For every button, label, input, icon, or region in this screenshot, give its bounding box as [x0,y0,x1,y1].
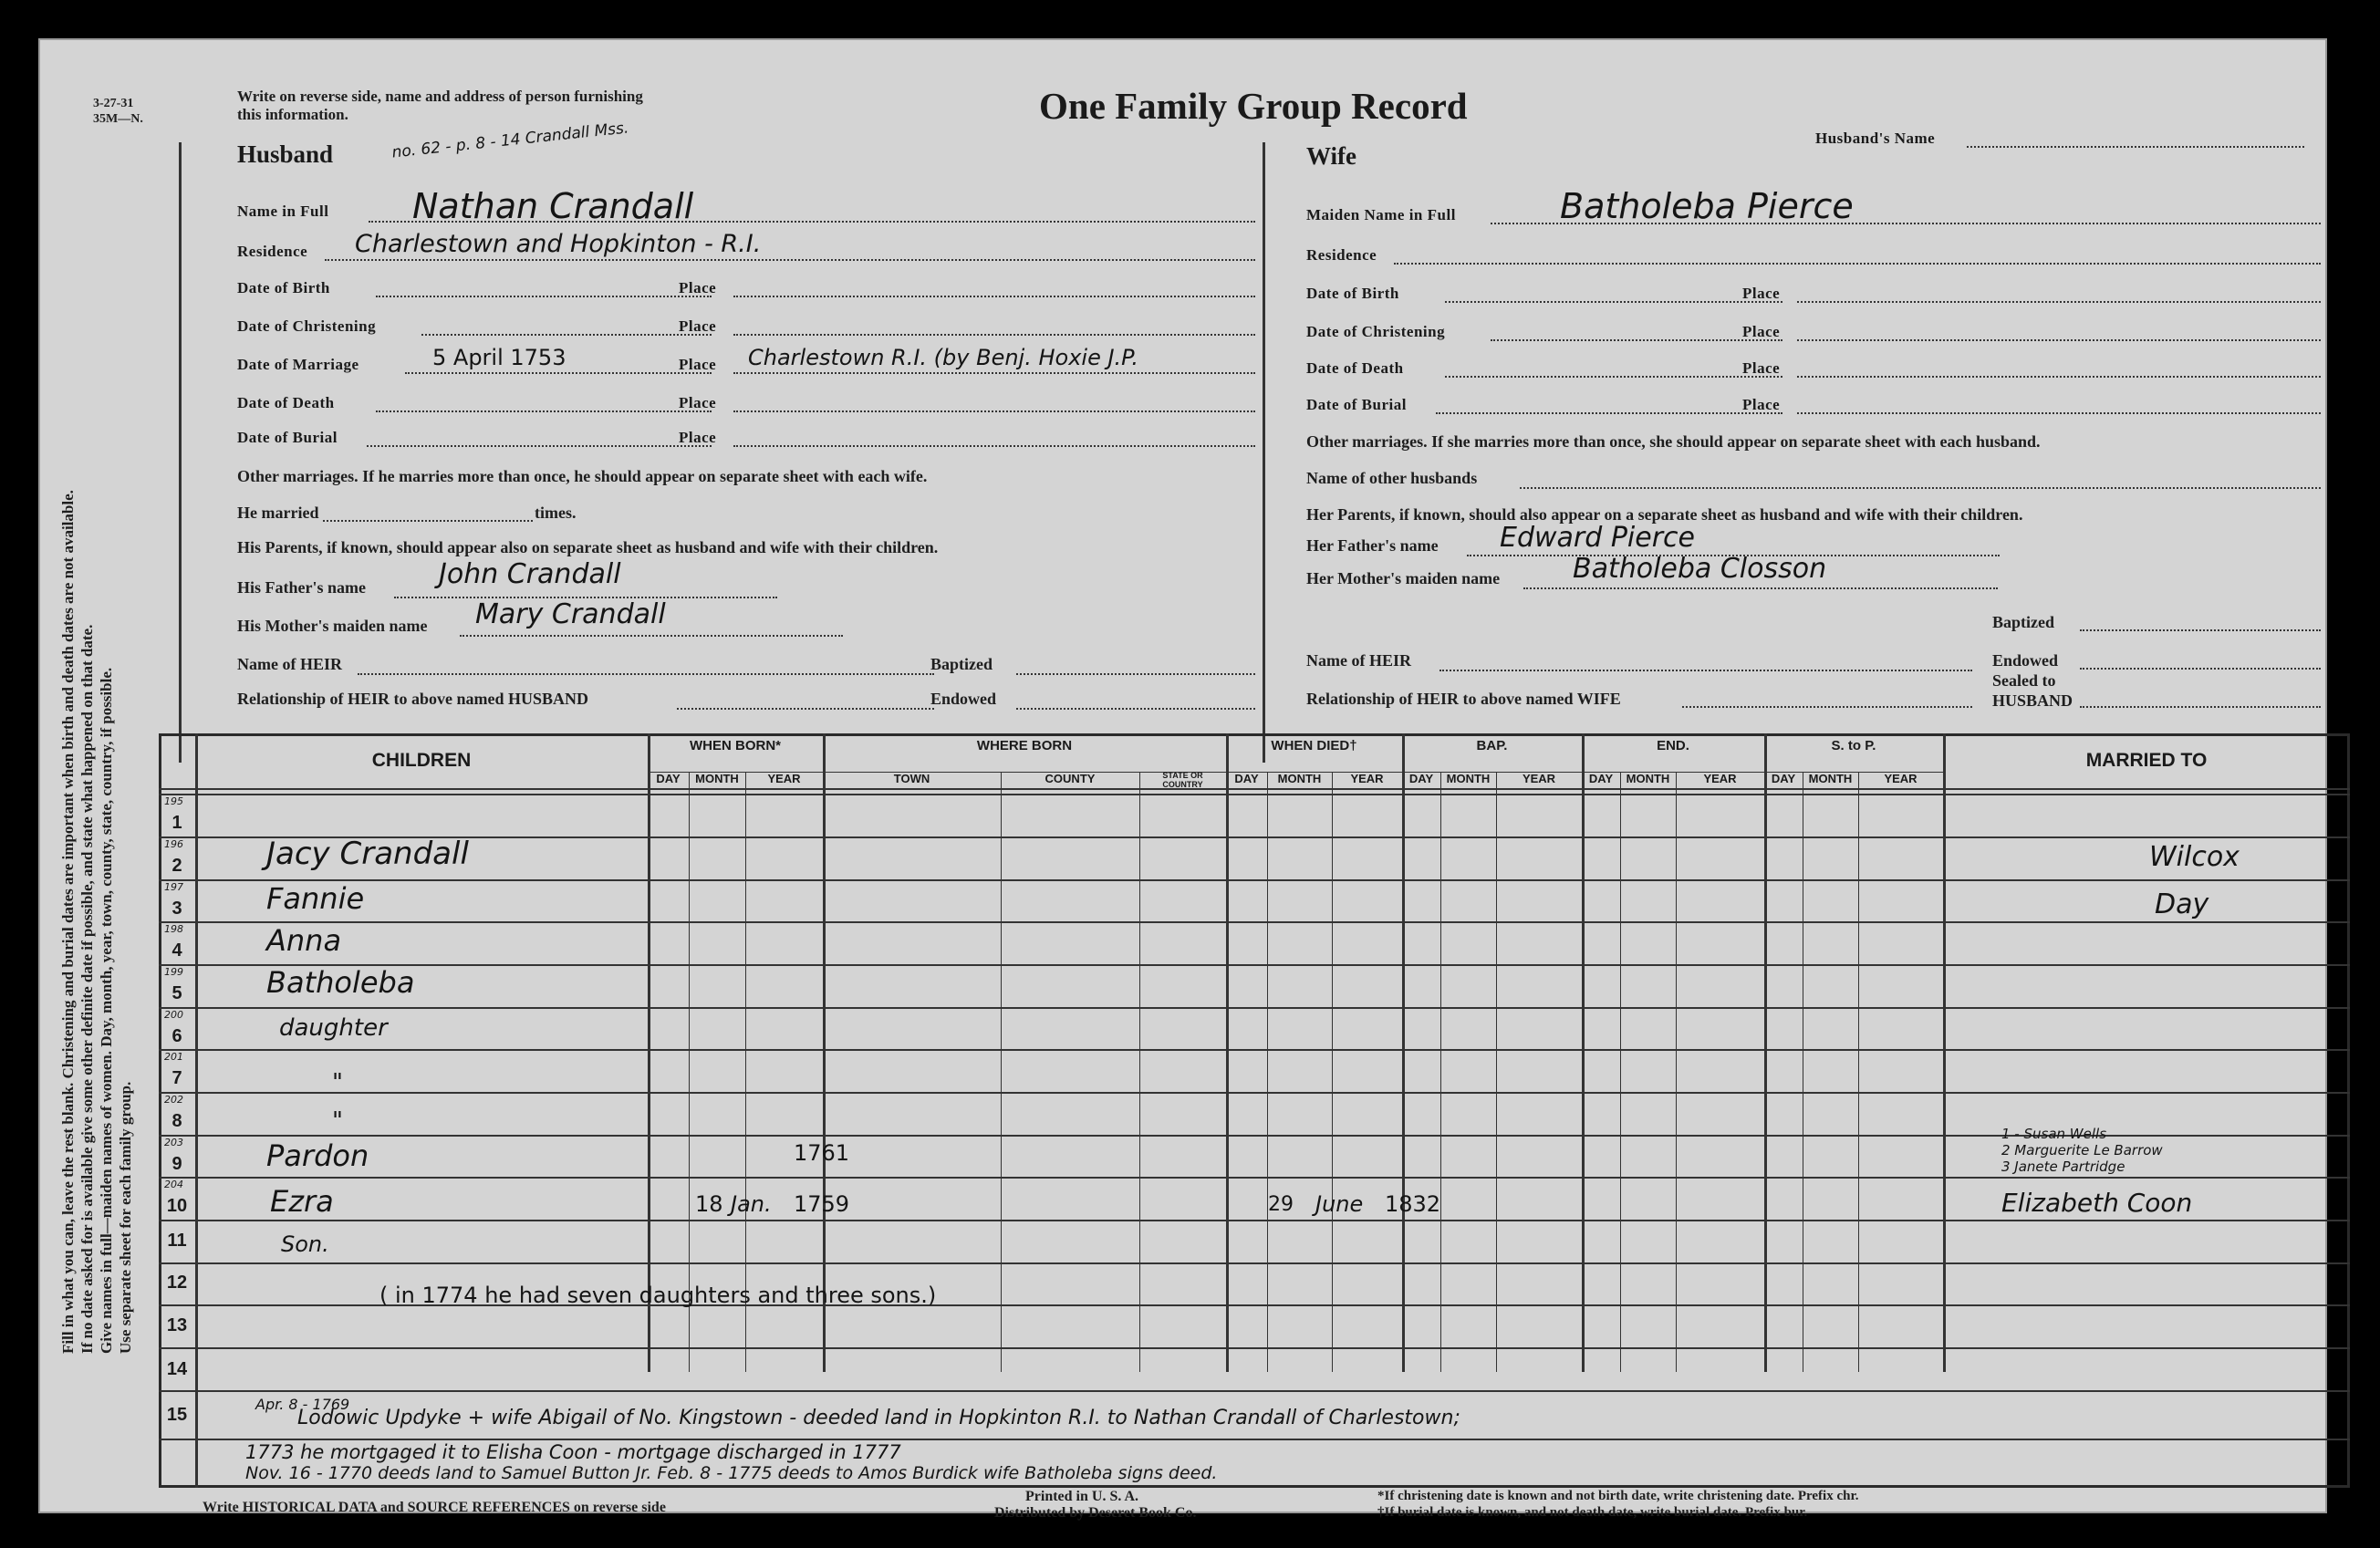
side-note-line: Use separate sheet for each family group. [117,1081,134,1354]
husband-marriage-label: Date of Marriage [237,356,359,373]
husband-birth-place-line [733,296,1255,297]
center-divider [1263,142,1265,763]
wife-heir-label: Name of HEIR [1306,651,1411,670]
children-header: CHILDREN [371,750,472,771]
wife-death-label: Date of Death [1306,359,1404,377]
husband-burial-label: Date of Burial [237,429,338,446]
side-note-line: Give names in full—maiden names of women. Day, month, year, town, county, state, country, if possible. [98,667,115,1354]
husband-he-married-label: He married [237,504,319,522]
col-line [1858,772,1859,1372]
wife-name-value: Batholeba Pierce [1560,186,1854,226]
husband-christening-place-label: Place [679,317,717,335]
wife-heir-line [1439,670,1972,671]
wife-heir-rel-label: Relationship of HEIR to above named WIFE [1306,690,1621,708]
husband-residence-value: Charlestown and Hopkinton - R.I. [355,230,762,258]
husband-birth-place-label: Place [679,279,717,296]
wife-section-label: Wife [1306,142,1356,170]
row-number: 1 [171,813,182,833]
record-card [38,38,2327,1521]
row-stamp: 198 [164,923,183,935]
born-month-sub: MONTH [695,772,739,785]
footer-printed: Printed in U. S. A. [1025,1489,1139,1504]
husband-father-label: His Father's name [237,578,366,597]
child-name: " [332,1107,343,1135]
col-line [1620,772,1621,1372]
wife-birth-label: Date of Birth [1306,285,1399,302]
end-header: END. [1657,738,1689,753]
husband-name-value: Nathan Crandall [412,186,694,226]
married-to-value: 1 - Susan Wells [2001,1126,2107,1142]
died-year: 1832 [1385,1191,1441,1217]
wife-sealed-label-1: Sealed to [1992,671,2056,690]
wife-residence-line [1394,263,2321,265]
husband-christening-line [421,334,712,336]
child-name: Son. [281,1231,329,1257]
row-stamp: 199 [164,966,183,978]
husband-ref-note: no. 62 - p. 8 - 14 Crandall Mss. [390,119,630,162]
husband-times-label: times. [535,504,577,522]
col-line [195,733,198,1488]
col-line [1332,772,1333,1372]
col-line [1764,733,1767,1372]
husband-christening-label: Date of Christening [237,317,377,335]
husband-father-value: John Crandall [439,558,621,590]
husband-heir-rel-label: Relationship of HEIR to above named HUSBAND [237,690,589,708]
row-stamp: 201 [164,1051,183,1063]
row-stamp: 202 [164,1094,183,1106]
row-number: 15 [166,1405,188,1425]
row-line [159,1177,2350,1179]
child-name: Ezra [270,1184,334,1219]
row-line [159,879,2350,881]
born-month: Jan. [731,1191,772,1217]
husband-death-line [376,410,712,412]
col-line [648,733,650,1372]
wife-burial-place-label: Place [1742,396,1781,413]
wife-mother-label: Her Mother's maiden name [1306,569,1501,587]
form-code-1: 3-27-31 [93,97,134,110]
row-number: 2 [171,856,182,876]
row-note: 1773 he mortgaged it to Elisha Coon - mortgage discharged in 1777 [245,1441,901,1463]
row-line [159,1049,2350,1051]
state-sub [1139,771,1226,789]
died-day-sub: DAY [1234,772,1259,785]
row-note-date: Apr. 8 - 1769 [255,1396,350,1413]
county-sub: COUNTY [1044,772,1096,785]
col-line [823,733,826,1372]
col-line [1440,772,1441,1372]
born-day-sub: DAY [656,772,681,785]
side-note-line: Fill in what you can, leave the rest blank. Christening and burial dates are important when birth and death dates are not available. [59,490,77,1354]
where-born-header: WHERE BORN [976,738,1073,753]
wife-residence-label: Residence [1306,246,1377,264]
child-name: daughter [279,1014,388,1042]
husband-birth-line [376,296,712,297]
row-number: 7 [171,1068,182,1088]
footer-left: Write HISTORICAL DATA and SOURCE REFERENCES on reverse side [203,1500,666,1515]
husband-marriage-place-label: Place [679,356,717,373]
bap-month-sub: MONTH [1446,772,1491,785]
husband-burial-place-line [733,445,1255,447]
table-border [159,733,2350,1488]
wife-sealed-label-2: HUSBAND [1992,691,2073,710]
wife-endowed-line [2080,668,2321,670]
row-line [159,964,2350,966]
row-line [159,1262,2350,1264]
born-year: 1759 [794,1191,850,1217]
married-to-header: MARRIED TO [2085,750,2208,771]
end-day-sub: DAY [1588,772,1614,785]
husband-burial-line [367,445,712,447]
husband-death-label: Date of Death [237,394,335,411]
wife-endowed-label: Endowed [1992,651,2059,670]
married-to-value: Day [2155,888,2209,920]
born-year: 1761 [794,1140,850,1166]
husband-he-married-line [323,520,533,522]
row-line [159,836,2350,838]
husband-marriage-place-line [733,372,1255,374]
wife-name-label: Maiden Name in Full [1306,206,1456,223]
born-day: 18 [695,1191,723,1217]
wife-baptized-label: Baptized [1992,613,2055,631]
husband-mother-label: His Mother's maiden name [237,617,428,635]
row-line [159,1007,2350,1009]
header-divider [159,788,2350,790]
wife-birth-place-line [1797,301,2321,303]
stop-day-sub: DAY [1771,772,1796,785]
wife-mother-value: Batholeba Closson [1573,553,1827,585]
husband-endowed-line [1016,708,1255,710]
husband-residence-label: Residence [237,243,308,260]
col-line [1676,772,1677,1372]
end-year-sub: YEAR [1703,772,1737,785]
wife-father-value: Edward Pierce [1500,522,1695,554]
row-note: ( in 1774 he had seven daughters and three sons.) [379,1283,937,1308]
header-divider [159,794,2350,795]
wife-christening-place-label: Place [1742,323,1781,340]
town-sub: TOWN [893,772,930,785]
wife-birth-line [1445,301,1782,303]
died-day: 29 [1268,1193,1294,1216]
row-line [159,1390,2350,1392]
married-to-value: Elizabeth Coon [2001,1188,2193,1218]
wife-death-place-line [1797,376,2321,378]
married-to-value: 3 Janete Partridge [2001,1158,2125,1175]
died-month-sub: MONTH [1277,772,1322,785]
husband-endowed-label: Endowed [930,690,997,708]
husband-residence-line [325,259,1255,261]
row-number: 13 [166,1315,188,1335]
husband-death-place-label: Place [679,394,717,411]
wife-christening-line [1491,339,1782,341]
child-name: Pardon [266,1138,369,1173]
died-year-sub: YEAR [1350,772,1384,785]
row-number: 6 [171,1026,182,1046]
col-line [1582,733,1585,1372]
col-line [1496,772,1497,1372]
wife-other-marriages-note: Other marriages. If she marries more than once, she should appear on separate sheet with each husband. [1306,432,2041,451]
row-number: 11 [167,1231,187,1251]
footer-distributed: Distributed by Deseret Book Co. [994,1505,1197,1521]
row-line [159,1092,2350,1094]
wife-other-husbands-line [1520,487,2321,489]
row-number: 9 [171,1154,182,1174]
died-month: June [1315,1191,1364,1217]
bap-year-sub: YEAR [1522,772,1556,785]
row-line [159,1220,2350,1221]
child-name: Jacy Crandall [266,836,469,872]
wife-death-place-label: Place [1742,359,1781,377]
child-name: Batholeba [266,965,415,1000]
husband-marriage-place: Charlestown R.I. (by Benj. Hoxie J.P. [748,345,1138,370]
reverse-note-1: Write on reverse side, name and address of person furnishing [237,88,643,105]
wife-burial-place-line [1797,412,2321,414]
row-number: 12 [166,1273,188,1293]
wife-other-husbands-label: Name of other husbands [1306,469,1478,487]
left-bracket [179,142,182,763]
husbands-name-line [1967,146,2304,148]
end-month-sub: MONTH [1626,772,1670,785]
child-name: Fannie [266,881,365,916]
wife-parents-note: Her Parents, if known, should also appear on a separate sheet as husband and wife with their children. [1306,505,2023,524]
row-note: Nov. 16 - 1770 deeds land to Samuel Button Jr. Feb. 8 - 1775 deeds to Amos Burdick wife Batholeba signs deed. [245,1463,1218,1483]
col-line [1139,772,1140,1372]
husband-other-marriages-note: Other marriages. If he marries more than once, he should appear on separate sheet with each wife. [237,467,928,485]
wife-death-line [1445,376,1782,378]
row-stamp: 200 [164,1009,183,1021]
row-line [159,1439,2350,1440]
row-stamp: 195 [164,795,183,807]
row-number: 4 [171,940,182,961]
husband-death-place-line [733,410,1255,412]
side-note-line: If no date asked for is available give some other definite date if possible, and state what happened on that date. [78,624,96,1354]
husband-burial-place-label: Place [679,429,717,446]
husbands-name-label: Husband's Name [1815,130,1936,147]
husband-marriage-date: 5 April 1753 [432,345,566,370]
bap-header: BAP. [1476,738,1508,753]
col-line [1402,733,1405,1372]
husband-baptized-label: Baptized [930,655,993,673]
wife-heir-rel-line [1682,706,1972,708]
state-sub-line: COUNTRY [1162,780,1203,789]
wife-birth-place-label: Place [1742,285,1781,302]
when-died-header: WHEN DIED† [1271,738,1357,753]
reverse-note-2: this information. [237,106,348,123]
wife-christening-label: Date of Christening [1306,323,1446,340]
form-code-2: 35M—N. [93,112,143,126]
child-name: " [332,1069,343,1096]
husband-baptized-line [1016,673,1255,675]
row-stamp: 197 [164,881,183,893]
state-sub-line: STATE OR [1162,771,1203,780]
row-number: 14 [166,1359,188,1379]
wife-burial-line [1436,412,1782,414]
husband-parents-note: His Parents, if known, should appear also on separate sheet as husband and wife with their children. [237,538,939,556]
wife-mother-line [1523,587,1998,589]
bap-day-sub: DAY [1408,772,1434,785]
husband-heir-line [358,673,934,675]
stop-header: S. to P. [1831,738,1876,753]
row-stamp: 204 [164,1179,183,1190]
col-line [1943,733,1946,1372]
husband-section-label: Husband [237,140,334,168]
row-number: 5 [171,983,182,1003]
wife-sealed-line [2080,706,2321,708]
wife-christening-place-line [1797,339,2321,341]
husband-christening-place-line [733,334,1255,336]
husband-mother-line [460,635,843,637]
stop-year-sub: YEAR [1884,772,1918,785]
footer-note-2: †If burial date is known, and not death date, write burial date. Prefix bur. [1377,1505,1808,1520]
row-line [159,921,2350,923]
side-instructions [58,213,135,1354]
footer-note-1: *If christening date is known and not birth date, write christening date. Prefix chr. [1377,1489,1859,1503]
born-year-sub: YEAR [767,772,801,785]
row-number: 8 [171,1111,182,1131]
col-line [1267,772,1268,1372]
husband-heir-rel-line [677,708,934,710]
row-stamp: 196 [164,838,183,850]
col-line [1226,733,1229,1372]
row-number: 3 [171,899,182,919]
married-to-value: 2 Marguerite Le Barrow [2001,1142,2163,1158]
husband-mother-value: Mary Crandall [475,598,666,630]
husband-name-label: Name in Full [237,203,329,220]
stop-month-sub: MONTH [1808,772,1853,785]
wife-burial-label: Date of Burial [1306,396,1407,413]
col-line [1001,772,1002,1372]
husband-birth-label: Date of Birth [237,279,330,296]
row-note: Lodowic Updyke + wife Abigail of No. Kingstown - deeded land in Hopkinton R.I. to Nathan Crandall of Charlestown; [297,1407,1460,1429]
wife-father-label: Her Father's name [1306,536,1439,555]
row-line [159,1347,2350,1349]
page-title: One Family Group Record [1039,85,1468,127]
husband-heir-label: Name of HEIR [237,655,342,673]
married-to-value: Wilcox [2149,841,2240,873]
husband-marriage-line [405,372,712,374]
row-number: 10 [166,1196,188,1216]
child-name: Anna [266,923,342,958]
wife-baptized-line [2080,629,2321,631]
when-born-header: WHEN BORN* [690,738,781,753]
row-stamp: 203 [164,1137,183,1148]
